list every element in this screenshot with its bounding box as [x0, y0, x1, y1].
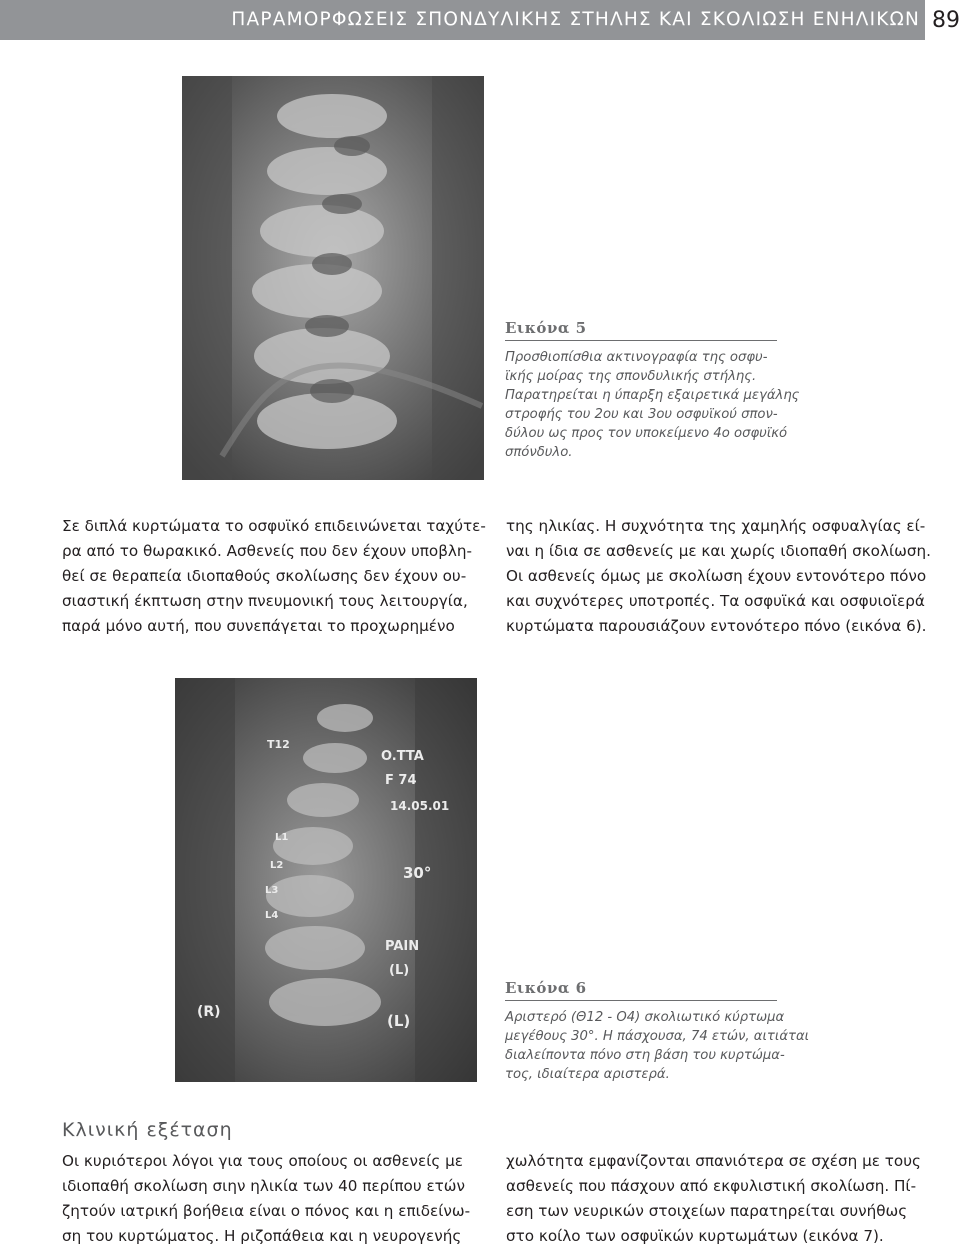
text-line: Σε διπλά κυρτώματα το οσφυϊκό επιδεινώνεται ταχύτε-: [62, 517, 486, 535]
text-line: ρα από το θωρακικό. Ασθενείς που δεν έχουν υποβλη-: [62, 542, 473, 560]
xray-label: L2: [270, 860, 284, 871]
xray-label: O.TTA: [381, 749, 424, 764]
figure-6-xray-image: [175, 678, 477, 1082]
caption-line: σπόνδυλο.: [505, 445, 573, 460]
xray-label: (L): [389, 963, 410, 978]
caption-line: διαλείποντα πόνο στη βάση του κυρτώμα-: [505, 1048, 785, 1063]
xray-spine-graphic: [182, 76, 484, 480]
section-heading: Κλινική εξέταση: [62, 1119, 233, 1141]
xray-label: F 74: [385, 773, 417, 788]
caption-line: Παρατηρείται η ύπαρξη εξαιρετικά μεγάλης: [505, 388, 800, 403]
figure-6-caption-text: [505, 1008, 810, 1084]
text-line: σιαστική έκπτωση στην πνευμονική τους λειτουργία,: [62, 592, 468, 610]
figure-5-caption: [505, 319, 800, 462]
xray-label: PAIN: [385, 939, 420, 954]
text-line: χωλότητα εμφανίζονται σπανιότερα σε σχέση με τους: [506, 1152, 921, 1170]
text-line: Οι ασθενείς όμως με σκολίωση έχουν εντονότερο πόνο: [506, 567, 927, 585]
figure-6-title: Εικόνα 6: [505, 979, 777, 1001]
text-line: θεί σε θεραπεία ιδιοπαθούς σκολίωσης δεν έχουν ου-: [62, 567, 467, 585]
figure-5-xray-image: [182, 76, 484, 480]
caption-line: ϊκής μοίρας της σπονδυλικής στήλης.: [505, 369, 757, 384]
section-right-column: [506, 1149, 921, 1249]
caption-line: τος, ιδιαίτερα αριστερά.: [505, 1067, 670, 1082]
caption-line: στροφής του 2ου και 3ου οσφυϊκού σπον-: [505, 407, 778, 422]
text-line: Οι κυριότεροι λόγοι για τους οποίους οι ασθενείς με: [62, 1152, 463, 1170]
xray-label: (R): [197, 1004, 221, 1020]
caption-line: Αριστερό (Θ12 - Ο4) σκολιωτικό κύρτωμα: [505, 1010, 785, 1025]
text-line: ιδιοπαθή σκολίωση σιην ηλικία των 40 περίπου ετών: [62, 1177, 466, 1195]
paragraph-1-right-column: [506, 514, 931, 639]
text-line: κυρτώματα παρουσιάζουν εντονότερο πόνο (εικόνα 6).: [506, 617, 927, 635]
xray-label: (L): [387, 1012, 411, 1030]
page-number: 89: [932, 8, 960, 33]
caption-line: μεγέθους 30°. Η πάσχουσα, 74 ετών, αιτιάται: [505, 1029, 810, 1044]
caption-line: Προσθιοπίσθια ακτινογραφία της οσφυ-: [505, 350, 768, 365]
xray-label: L3: [265, 885, 279, 896]
text-line: παρά μόνο αυτή, που συνεπάγεται το προχωρημένο: [62, 617, 455, 635]
figure-5-title: Εικόνα 5: [505, 319, 777, 341]
paragraph-1-left-column: [62, 514, 486, 639]
xray-scoliosis-graphic: [175, 678, 477, 1082]
text-line: εση των νευρικών στοιχείων παρατηρείται συνήθως: [506, 1202, 908, 1220]
text-line: ναι η ίδια σε ασθενείς με και χωρίς ιδιοπαθή σκολίωση.: [506, 542, 931, 560]
text-line: ση του κυρτώματος. Η ριζοπάθεια και η νευρογενής: [62, 1227, 462, 1245]
xray-label: T12: [267, 738, 290, 751]
text-line: ασθενείς που πάσχουν από εκφυλιστική σκολίωση. Πί-: [506, 1177, 917, 1195]
figure-5-caption-text: [505, 348, 800, 462]
text-line: στο κοίλο των οσφυϊκών κυρτωμάτων (εικόνα 7).: [506, 1227, 884, 1245]
xray-label: L4: [265, 910, 279, 921]
xray-label: 30°: [403, 864, 432, 882]
caption-line: δύλου ως προς τον υποκείμενο 4ο οσφυϊκό: [505, 426, 788, 441]
text-line: και συχνότερες υποτροπές. Τα οσφυϊκά και οσφυιοϊερά: [506, 592, 925, 610]
xray-label: L1: [275, 832, 289, 843]
xray-label: 14.05.01: [390, 799, 450, 813]
figure-6-caption: [505, 979, 810, 1084]
section-left-column: [62, 1149, 472, 1249]
text-line: της ηλικίας. Η συχνότητα της χαμηλής οσφυαλγίας εί-: [506, 517, 926, 535]
running-header-title: ΠΑΡΑΜΟΡΦΩΣΕΙΣ ΣΠΟΝΔΥΛΙΚΗΣ ΣΤΗΛΗΣ ΚΑΙ ΣΚΟΛΙΩΣΗ ΕΝΗΛΙΚΩΝ: [231, 9, 920, 30]
text-line: ζητούν ιατρική βοήθεια είναι ο πόνος και η επιδείνω-: [62, 1202, 471, 1220]
